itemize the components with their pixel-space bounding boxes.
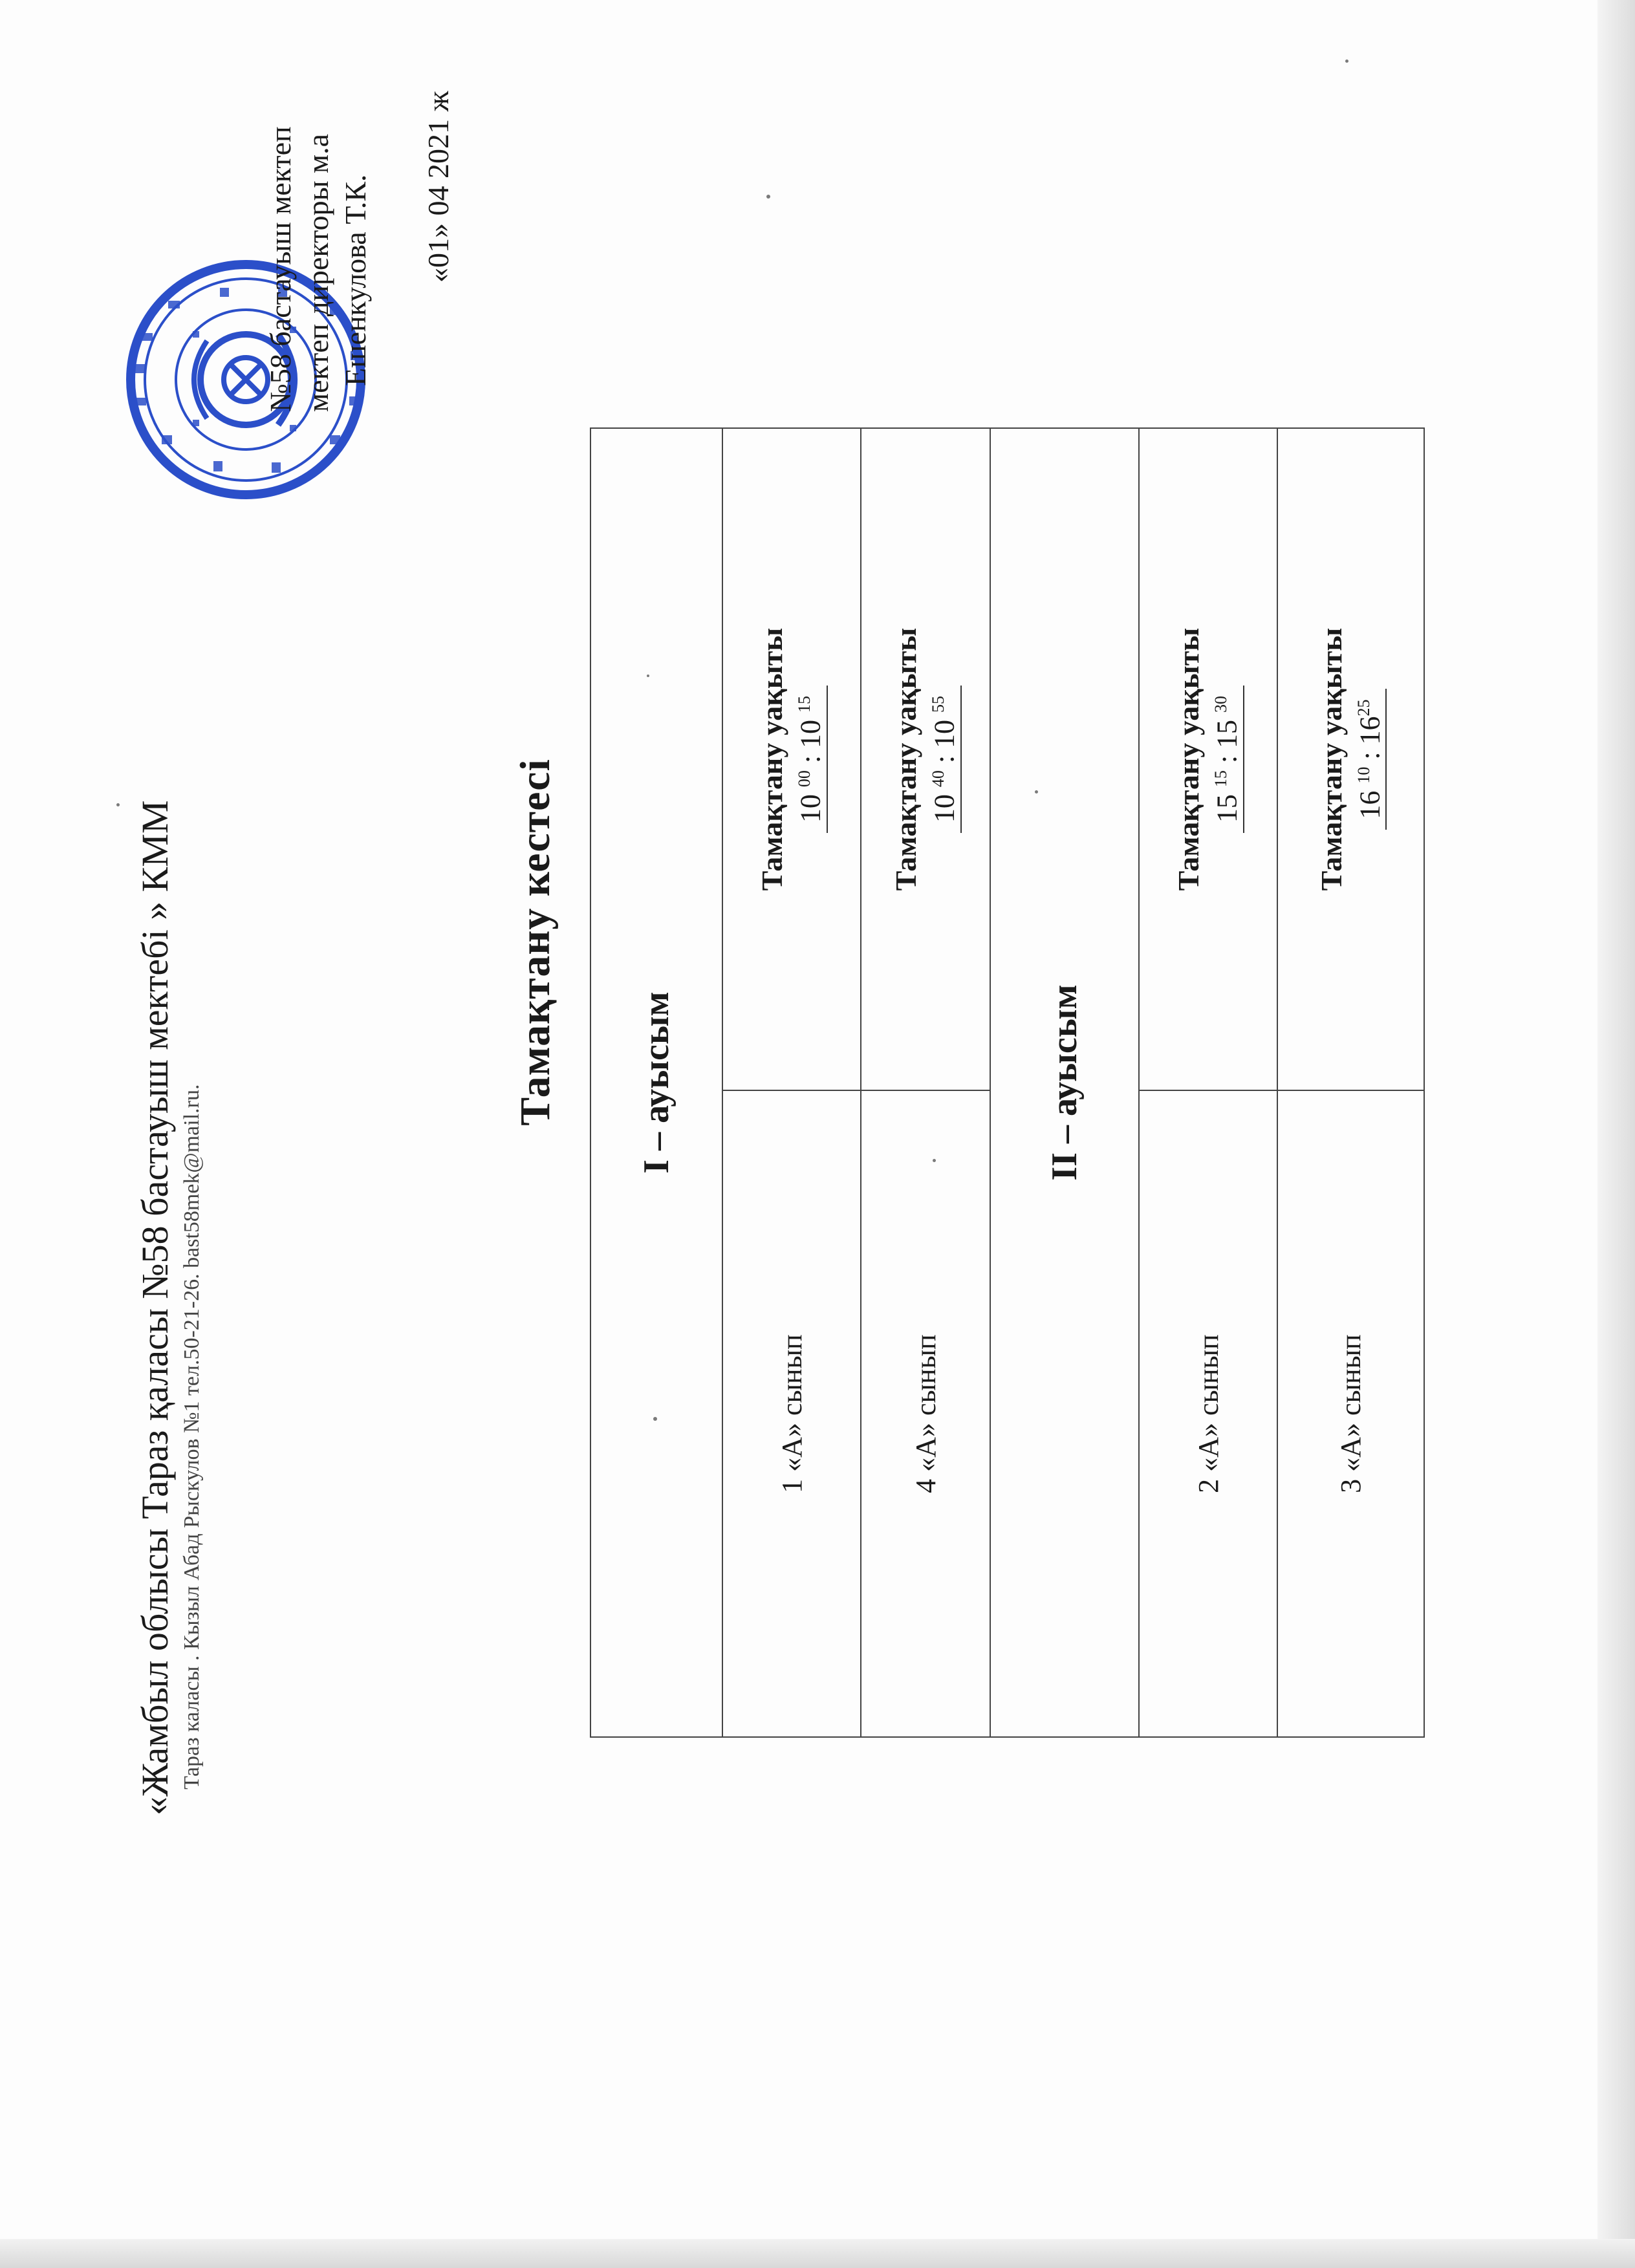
meal-time-label: Тамақтану уақыты [1314, 627, 1348, 891]
scan-speck [647, 675, 649, 677]
scan-speck [933, 1159, 936, 1162]
approval-line: «01» 04 2021 ж [422, 91, 455, 283]
school-name: «Жамбыл облысы Тараз қаласы №58 бастауыш мектебі » КММ [134, 800, 176, 1815]
scan-speck [1035, 790, 1038, 794]
table-row [722, 428, 861, 1737]
shift-label: I – ауысым [590, 428, 722, 1737]
class-name: 4 «А» сынып [861, 1090, 990, 1737]
meal-time-cell [722, 428, 861, 1090]
shift-label: II – ауысым [990, 428, 1139, 1737]
meal-time-cell [1139, 428, 1277, 1090]
meal-time-cell [861, 428, 990, 1090]
shift-header-row [990, 428, 1139, 1737]
table-row [861, 428, 990, 1737]
meal-time-value: 10 $^{40}$ : 10 $^{55}$ [923, 686, 962, 833]
class-name: 3 «А» сынып [1277, 1090, 1424, 1737]
meal-time-value: 15 $^{15}$ : 15 $^{30}$ [1206, 686, 1244, 833]
scan-speck [653, 1417, 657, 1421]
meal-time-label: Тамақтану уақыты [755, 627, 789, 891]
meal-time-cell [1277, 428, 1424, 1090]
table-row [1139, 428, 1277, 1737]
approval-block [262, 37, 457, 412]
page-title: Тамақтану кестесі [512, 759, 559, 1126]
approval-line: №58 бастауыш мектеп [264, 126, 297, 412]
meal-schedule-table [590, 427, 1425, 1738]
scan-speck [116, 803, 120, 806]
class-name: 1 «А» сынып [722, 1090, 861, 1737]
scan-speck [766, 195, 770, 199]
approval-line: Ешенкулова Т.К. [339, 174, 372, 386]
table-row [1277, 428, 1424, 1737]
meal-time-value: 10 $^{00}$ : 10 $^{15}$ [789, 686, 828, 833]
scan-speck [1345, 59, 1348, 63]
approval-line: мектеп директоры м.а [301, 133, 334, 412]
school-address: Тараз каласы . Кызыл Абад Рыскулов №1 тел.50-21-26. bast58mek@mail.ru. [180, 1084, 204, 1789]
meal-time-label: Тамақтану уақыты [889, 627, 923, 891]
class-name: 2 «А» сынып [1139, 1090, 1277, 1737]
shift-header-row [590, 428, 722, 1737]
meal-time-value: 16 $^{10}$ : $16^{25}$ [1348, 689, 1387, 829]
meal-time-label: Тамақтану уақыты [1172, 627, 1206, 891]
